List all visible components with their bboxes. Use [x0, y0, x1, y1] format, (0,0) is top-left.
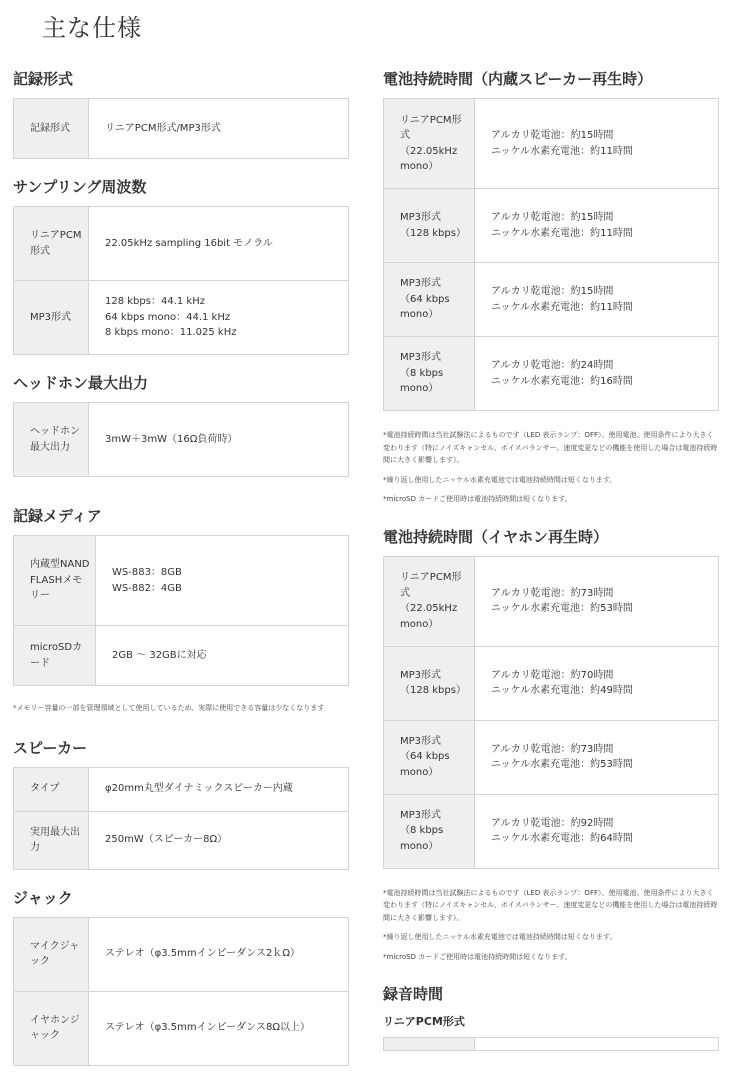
spec-section — [13, 68, 349, 159]
spec-value: アルカリ乾電池：約70時間 ニッケル水素充電池：約49時間 — [475, 646, 719, 720]
spec-value: φ20mm丸型ダイナミックスピーカー内蔵 — [89, 767, 349, 811]
footnote: *繰り返し使用したニッケル水素充電池では電池持続時間は短くなります。 — [383, 933, 617, 941]
spec-label: microSDカード — [14, 626, 96, 686]
spec-table — [13, 917, 349, 1066]
spec-table — [13, 206, 349, 355]
spec-label: 実用最大出力 — [14, 811, 89, 869]
spec-row — [384, 337, 719, 411]
page-title: 主な仕様 — [42, 14, 142, 42]
spec-table — [383, 98, 719, 411]
spec-label: MP3形式 （128 kbps） — [384, 189, 475, 263]
spec-label: 内蔵型NAND FLASHメモリー — [14, 536, 96, 626]
spec-row — [384, 99, 719, 189]
spec-value: アルカリ乾電池：約15時間 ニッケル水素充電池：約11時間 — [475, 189, 719, 263]
spec-value: アルカリ乾電池：約15時間 ニッケル水素充電池：約11時間 — [475, 99, 719, 189]
spec-row — [384, 1038, 719, 1051]
footnote: *microSD カードご使用時は電池持続時間は短くなります。 — [383, 952, 572, 961]
spec-label: MP3形式 （128 kbps） — [384, 646, 475, 720]
spec-label: 記録形式 — [14, 99, 89, 159]
spec-row — [384, 646, 719, 720]
spec-row — [14, 767, 349, 811]
spec-row — [14, 626, 349, 686]
left-column — [13, 68, 349, 1066]
spec-table — [13, 767, 349, 870]
spec-row — [384, 720, 719, 794]
spec-label: MP3形式 — [14, 281, 89, 355]
section-title: スピーカー — [13, 738, 88, 757]
spec-row — [14, 403, 349, 477]
footnote: *電池持続時間は当社試験法によるものです（LED 表示ランプ：OFF）。使用電池、使用条件により大きく変わります（特にノイズキャンセル、ボイスバランサー、速度変更などの機能を使用した場合は電池持続時間に大きく影響します）。 — [383, 431, 718, 464]
notes — [383, 887, 719, 964]
spec-row — [14, 536, 349, 626]
notes — [13, 702, 349, 715]
spec-section — [383, 983, 719, 1051]
spec-label: タイプ — [14, 767, 89, 811]
spec-label: MP3形式 （64 kbps mono） — [384, 720, 475, 794]
spec-row — [14, 207, 349, 281]
spec-value: アルカリ乾電池：約73時間 ニッケル水素充電池：約53時間 — [475, 556, 719, 646]
section-title: 電池持続時間（内蔵スピーカー再生時） — [383, 70, 653, 88]
right-column — [383, 68, 719, 1051]
spec-row — [384, 263, 719, 337]
spec-value: WS-883：8GB WS-882：4GB — [96, 536, 349, 626]
section-title: 記録メディア — [13, 507, 102, 525]
footnote: *microSD カードご使用時は電池持続時間は短くなります。 — [383, 495, 572, 503]
notes — [383, 429, 719, 506]
spec-section — [13, 372, 349, 477]
section-title: 電池持続時間（イヤホン再生時） — [383, 527, 609, 546]
spec-label: マイクジャック — [14, 917, 89, 991]
spec-row — [14, 917, 349, 991]
spec-value: 2GB ～ 32GBに対応 — [96, 626, 349, 686]
section-title: 録音時間 — [383, 985, 444, 1003]
spec-label: MP3形式 （8 kbps mono） — [384, 337, 475, 411]
section-subtitle: リニアPCM形式 — [383, 1015, 465, 1028]
spec-section — [13, 887, 349, 1066]
spec-label: リニアPCM形式 — [14, 207, 89, 281]
spec-table — [13, 535, 349, 686]
spec-section — [383, 526, 719, 964]
spec-value: アルカリ乾電池：約24時間 ニッケル水素充電池：約16時間 — [475, 337, 719, 411]
spec-value: アルカリ乾電池：約73時間 ニッケル水素充電池：約53時間 — [475, 720, 719, 794]
section-title: サンプリング周波数 — [13, 178, 147, 196]
spec-section — [13, 176, 349, 355]
spec-label — [384, 1038, 475, 1051]
spec-value: 128 kbps：44.1 kHz 64 kbps mono：44.1 kHz 8 kbps mono：11.025 kHz — [89, 281, 349, 355]
spec-table — [13, 98, 349, 159]
spec-value: アルカリ乾電池：約15時間 ニッケル水素充電池：約11時間 — [475, 263, 719, 337]
spec-section — [383, 68, 719, 506]
footnote: *メモリー容量の一部を管理領域として使用しているため、実際に使用できる容量は少なくなります — [13, 704, 325, 712]
spec-row — [384, 556, 719, 646]
spec-table — [13, 402, 349, 477]
spec-label: リニアPCM形式 （22.05kHz mono） — [384, 99, 475, 189]
spec-label: MP3形式 （64 kbps mono） — [384, 263, 475, 337]
section-title: ジャック — [13, 888, 73, 907]
spec-row — [14, 281, 349, 355]
spec-label: MP3形式 （8 kbps mono） — [384, 794, 475, 868]
spec-value: ステレオ（φ3.5mmインピーダンス2ｋΩ） — [89, 917, 349, 991]
spec-row — [14, 99, 349, 159]
spec-value: 250mW（スピーカー8Ω） — [89, 811, 349, 869]
section-title: 記録形式 — [13, 70, 74, 88]
spec-label: ヘッドホン最大出力 — [14, 403, 89, 477]
spec-value: リニアPCM形式/MP3形式 — [89, 99, 349, 159]
spec-row — [14, 811, 349, 869]
spec-section — [13, 737, 349, 870]
spec-row — [384, 794, 719, 868]
spec-table — [383, 556, 719, 869]
spec-value — [475, 1038, 719, 1051]
spec-value: アルカリ乾電池：約92時間 ニッケル水素充電池：約64時間 — [475, 794, 719, 868]
spec-section — [13, 505, 349, 715]
spec-value: ステレオ（φ3.5mmインピーダンス8Ω以上） — [89, 991, 349, 1065]
spec-label: リニアPCM形式 （22.05kHz mono） — [384, 556, 475, 646]
spec-value: 3mW＋3mW（16Ω負荷時） — [89, 403, 349, 477]
spec-label: イヤホンジャック — [14, 991, 89, 1065]
footnote: *繰り返し使用したニッケル水素充電池では電池持続時間は短くなります。 — [383, 475, 617, 484]
section-title: ヘッドホン最大出力 — [13, 374, 149, 392]
spec-row — [14, 991, 349, 1065]
spec-value: 22.05kHz sampling 16bit モノラル — [89, 207, 349, 281]
spec-table — [383, 1037, 719, 1051]
footnote: *電池持続時間は当社試験法によるものです（LED 表示ランプ：OFF）。使用電池、使用条件により大きく変わります（特にノイズキャンセル、ボイスバランサー、速度変更などの機能を使用した場合は電池持続時間に大きく影響します）。 — [383, 888, 718, 922]
spec-row — [384, 189, 719, 263]
